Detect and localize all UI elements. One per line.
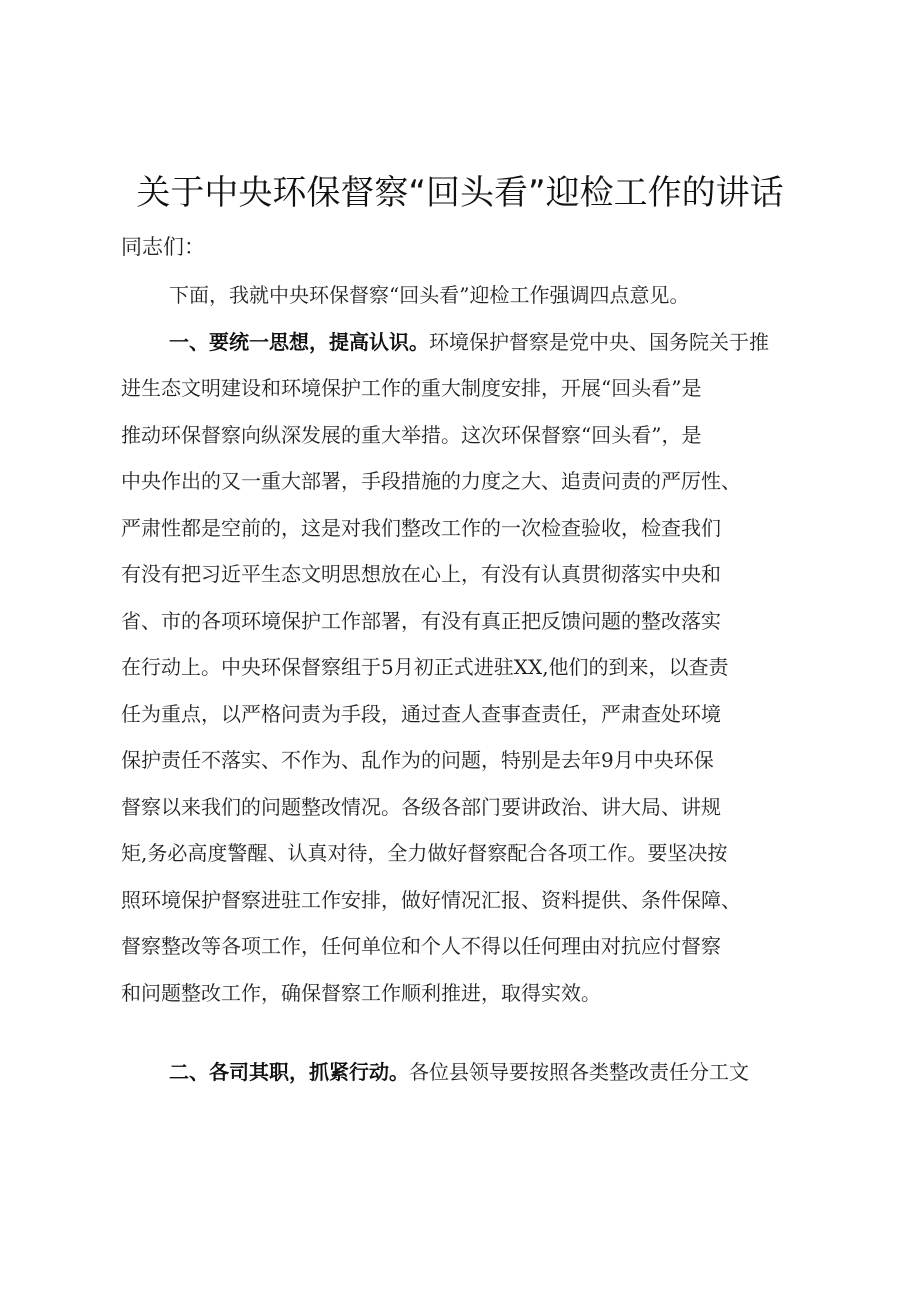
section-2-heading: 二、各司其职，抓紧行动。 [169, 1060, 409, 1084]
intro-paragraph: 下面，我就中央环保督察“回头看”迎检工作强调四点意见。 [169, 283, 690, 307]
section-1-line: 督察整改等各项工作，任何单位和个人不得以任何理由对抗应付督察 [121, 934, 721, 958]
section-2-text: 各位县领导要按照各类整改责任分工文 [409, 1060, 749, 1084]
salutation: 同志们： [121, 235, 205, 259]
section-1-line: 环境保护督察是党中央、国务院关于推 [429, 330, 769, 354]
section-1-line: 进生态文明建设和环境保护工作的重大制度安排，开展“回头看”是 [121, 376, 702, 400]
section-1-line: 任为重点，以严格问责为手段，通过查人查事查责任，严肃查处环境 [121, 702, 721, 726]
section-1-line: 推动环保督察向纵深发展的重大举措。这次环保督察“回头看”，是 [121, 423, 702, 447]
section-1-heading: 一、要统一思想，提高认识。 [169, 330, 429, 354]
document-title: 关于中央环保督察“回头看”迎检工作的讲话 [136, 173, 784, 213]
section-1-line: 中央作出的又一重大部署，手段措施的力度之大、追责问责的严厉性、 [121, 469, 741, 493]
section-1-line: 省、市的各项环境保护工作部署，有没有真正把反馈问题的整改落实 [121, 609, 721, 633]
section-1-line: 有没有把习近平生态文明思想放在心上，有没有认真贯彻落实中央和 [121, 562, 721, 586]
section-1-line: 矩,务必高度警醒、认真对待，全力做好督察配合各项工作。要坚决按 [121, 841, 728, 865]
section-1-line: 和问题整改工作，确保督察工作顺利推进，取得实效。 [121, 981, 601, 1005]
section-1-line: 照环境保护督察进驻工作安排，做好情况汇报、资料提供、条件保障、 [121, 888, 741, 912]
section-1-line: 督察以来我们的问题整改情况。各级各部门要讲政治、讲大局、讲规 [121, 795, 721, 819]
section-2-first-line [169, 1057, 749, 1087]
section-1-line: 严肃性都是空前的，这是对我们整改工作的一次检查验收，检查我们 [121, 516, 721, 540]
section-1-line: 保护责任不落实、不作为、乱作为的问题，特别是去年9月中央环保 [121, 748, 714, 772]
section-1-first-line [169, 327, 769, 357]
section-1-line: 在行动上。中央环保督察组于5月初正式进驻XX,他们的到来，以查责 [121, 655, 729, 679]
